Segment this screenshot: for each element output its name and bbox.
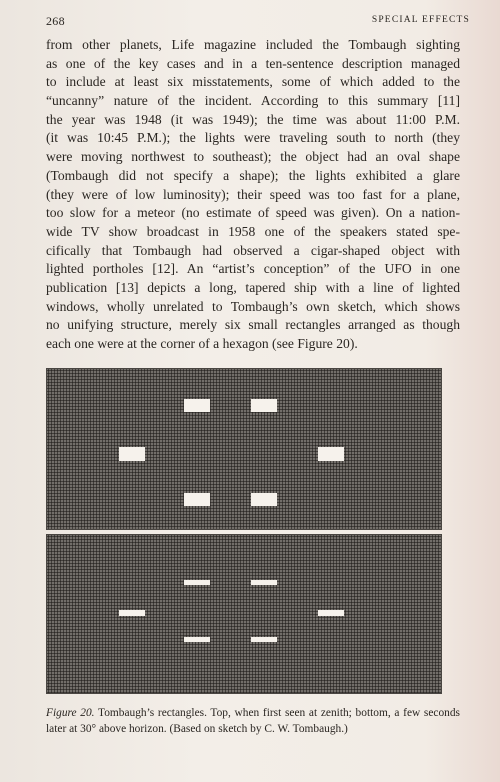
figure-top-panel	[46, 368, 442, 530]
text-line: no unifying structure, merely six small rectangles arranged as though	[46, 317, 460, 333]
text-line: wide TV show broadcast in 1958 one of the speakers stated spe-	[46, 223, 460, 239]
text-line: (Tombaugh did not specify a shape); the lights exhibited a glare	[46, 167, 460, 183]
light-rectangle	[251, 493, 277, 506]
figure-caption	[46, 705, 460, 737]
light-rectangle	[318, 447, 344, 461]
text-line: cifically that Tombaugh had observed a cigar-shaped object with	[46, 242, 460, 258]
figure-label: Figure 20.	[46, 707, 95, 719]
light-rectangle	[184, 580, 210, 585]
text-line: were moving northwest to southeast); the object had an oval shape	[46, 149, 460, 165]
light-rectangle	[251, 580, 277, 585]
figure-caption-text: Tombaugh’s rectangles. Top, when first seen at zenith; bottom, a few seconds later at 30° above horizon. (Based on sketch by C. W. Tombaugh.)	[46, 707, 460, 735]
text-line: to include at least six misstatements, some of which added to the	[46, 74, 460, 90]
light-rectangle	[318, 610, 344, 616]
page-number: 268	[46, 14, 65, 28]
text-line: too slow for a meteor (no estimate of speed was given). On a nation-	[46, 205, 460, 221]
running-head: SPECIAL EFFECTS	[371, 15, 470, 25]
text-line: “uncanny” nature of the incident. According to this summary [11]	[46, 93, 460, 109]
light-rectangle	[184, 637, 210, 642]
body-paragraph	[46, 36, 460, 354]
light-rectangle	[184, 493, 210, 506]
light-rectangle	[119, 447, 145, 461]
text-line: publication [13] depicts a long, tapered ship with a line of lighted	[46, 279, 460, 295]
light-rectangle	[251, 399, 277, 412]
text-line: as one of the key cases and in a ten-sentence description managed	[46, 55, 460, 71]
light-rectangle	[184, 399, 210, 412]
page-header	[46, 14, 470, 30]
text-line: windows, wholly unrelated to Tombaugh’s own sketch, which shows	[46, 298, 460, 314]
text-line: (they were of low luminosity); their speed was too fast for a plane,	[46, 186, 460, 202]
text-line: the year was 1948 (it was 1949); the time was about 11:00 P.M.	[46, 111, 460, 127]
light-rectangle	[119, 610, 145, 616]
text-line: (it was 10:45 P.M.); the lights were traveling south to north (they	[46, 130, 460, 146]
text-line: lighted portholes [12]. An “artist’s conception” of the UFO in one	[46, 261, 460, 277]
text-line: each one were at the corner of a hexagon (see Figure 20).	[46, 336, 358, 351]
figure-bottom-panel	[46, 534, 442, 694]
text-line: from other planets, Life magazine included the Tombaugh sighting	[46, 37, 460, 52]
light-rectangle	[251, 637, 277, 642]
